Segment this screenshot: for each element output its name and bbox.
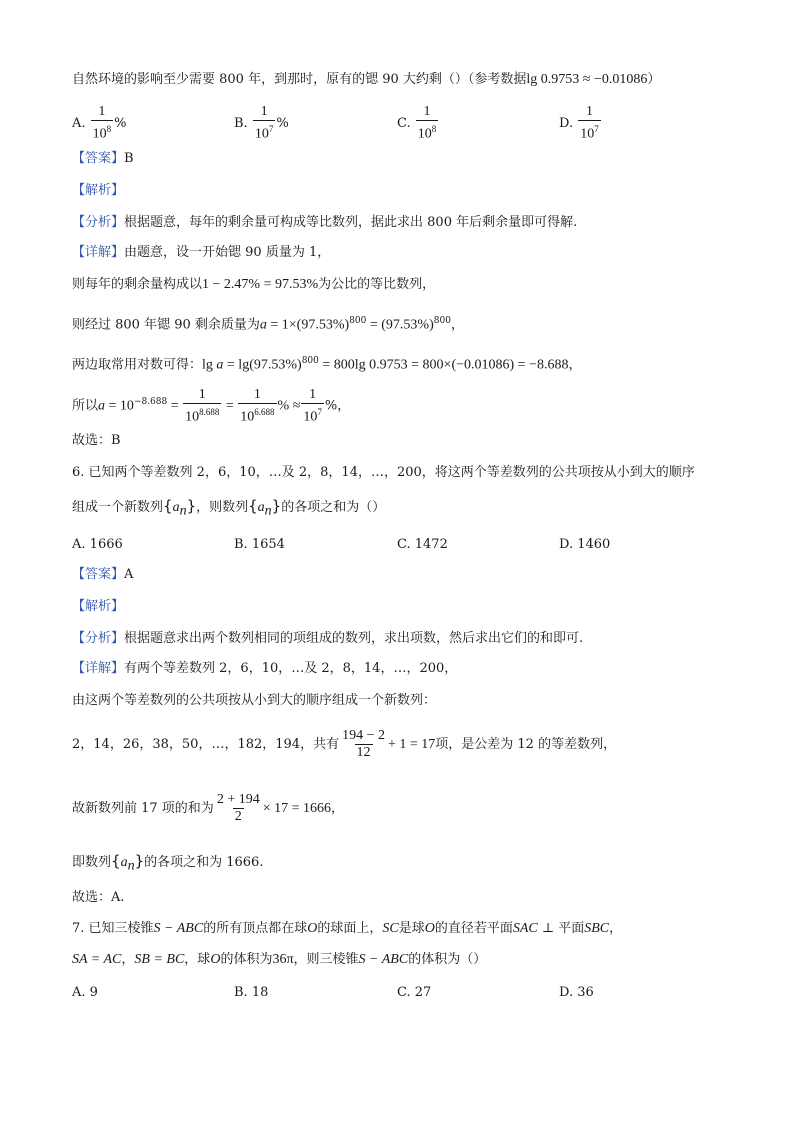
q5-step2: 则每年的剩余量构成以1 − 2.47% = 97.53%为公比的等比数列， [72, 277, 436, 292]
q7-stem-line1: 7. 已知三棱锥S − ABC的所有顶点都在球O的球面上，SC是球O的直径若平面SAC ⊥ 平面SBC， [72, 921, 623, 936]
q5-conclusion: 故选：B [72, 433, 121, 448]
q5-stem: 自然环境的影响至少需要 800 年，到那时，原有的锶 90 大约剩（）（参考数据lg 0.9753 ≈ −0.01086） [72, 72, 661, 87]
q7-stem-line2: SA = AC，SB = BC，球O的体积为36π，则三棱锥S − ABC的体积为（） [72, 952, 487, 967]
q6-option-c: C. 1472 [397, 537, 448, 552]
q6-stem-line1: 6. 已知两个等差数列 2，6，10，…及 2，8，14，…，200，将这两个等差数列的公共项按从小到大的顺序 [72, 465, 695, 480]
q6-option-d: D. 1460 [559, 537, 611, 552]
q6-xiangjie: 【详解】有两个等差数列 2，6，10，…及 2，8，14，…，200， [72, 661, 458, 676]
q5-option-c: C. $\frac{1}{10^8}$ [397, 104, 437, 142]
q5-xiangjie: 【详解】由题意，设一开始锶 90 质量为 1， [72, 245, 331, 260]
q7-option-c: C. 27 [397, 985, 432, 1000]
q5-answer: 【答案】B [72, 151, 134, 166]
q6-step5: 即数列$\{a_n\}$的各项之和为 1666. [72, 852, 264, 874]
q5-step4: 两边取常用对数可得：$\lg a = \lg(97.53\%)^{800} = 800\lg$ 0.9753 = 800×(−0.01086) = −8.688， [72, 356, 582, 373]
q6-option-b: B. 1654 [234, 537, 285, 552]
q5-analysis-heading: 【解析】 [72, 183, 125, 198]
q7-option-b: B. 18 [234, 985, 269, 1000]
q6-step4: 故新数列前 17 项的和为 $\frac{2 + 194}{2}$ × 17 = 1666， [72, 792, 345, 824]
q5-option-b: B. $\frac{1}{10^7}$ % [234, 104, 289, 142]
q6-analysis-heading: 【解析】 [72, 599, 125, 614]
q6-fenxi: 【分析】根据题意求出两个数列相同的项组成的数列，求出项数，然后求出它们的和即可. [72, 631, 584, 646]
q5-step3: 则经过 800 年锶 90 剩余质量为$a = 1\times(97.53\%)^{800} = (97.53\%)^{800}$， [72, 316, 464, 333]
q7-option-a: A. 9 [72, 985, 98, 1000]
q7-option-d: D. 36 [559, 985, 594, 1000]
q5-fenxi: 【分析】根据题意，每年的剩余量可构成等比数列，据此求出 800 年后剩余量即可得解. [72, 215, 578, 230]
q5-step5: 所以$a = 10^{-8.688}$ = $\frac{1}{10^{8.688}}$ = $\frac{1}{10^{6.688}}$ % ≈ $\frac{1}{10^7}$ %， [72, 386, 351, 425]
q6-answer: 【答案】A [72, 567, 134, 582]
q5-option-a: A. $\frac{1}{10^8}$ % [72, 104, 127, 142]
q6-step3: 2，14，26，38，50，…，182，194，共有 $\frac{194 - 2}{12}$ + 1 = 17项，是公差为 12 的等差数列， [72, 728, 617, 760]
q5-option-d: D. $\frac{1}{10^7}$ [559, 104, 599, 142]
q6-conclusion: 故选：A. [72, 890, 125, 905]
q6-stem-line2: 组成一个新数列$\{a_n\}$，则数列$\{a_n\}$的各项之和为（） [72, 497, 386, 519]
q6-option-a: A. 1666 [72, 537, 123, 552]
q6-step2: 由这两个等差数列的公共项按从小到大的顺序组成一个新数列： [72, 693, 437, 708]
